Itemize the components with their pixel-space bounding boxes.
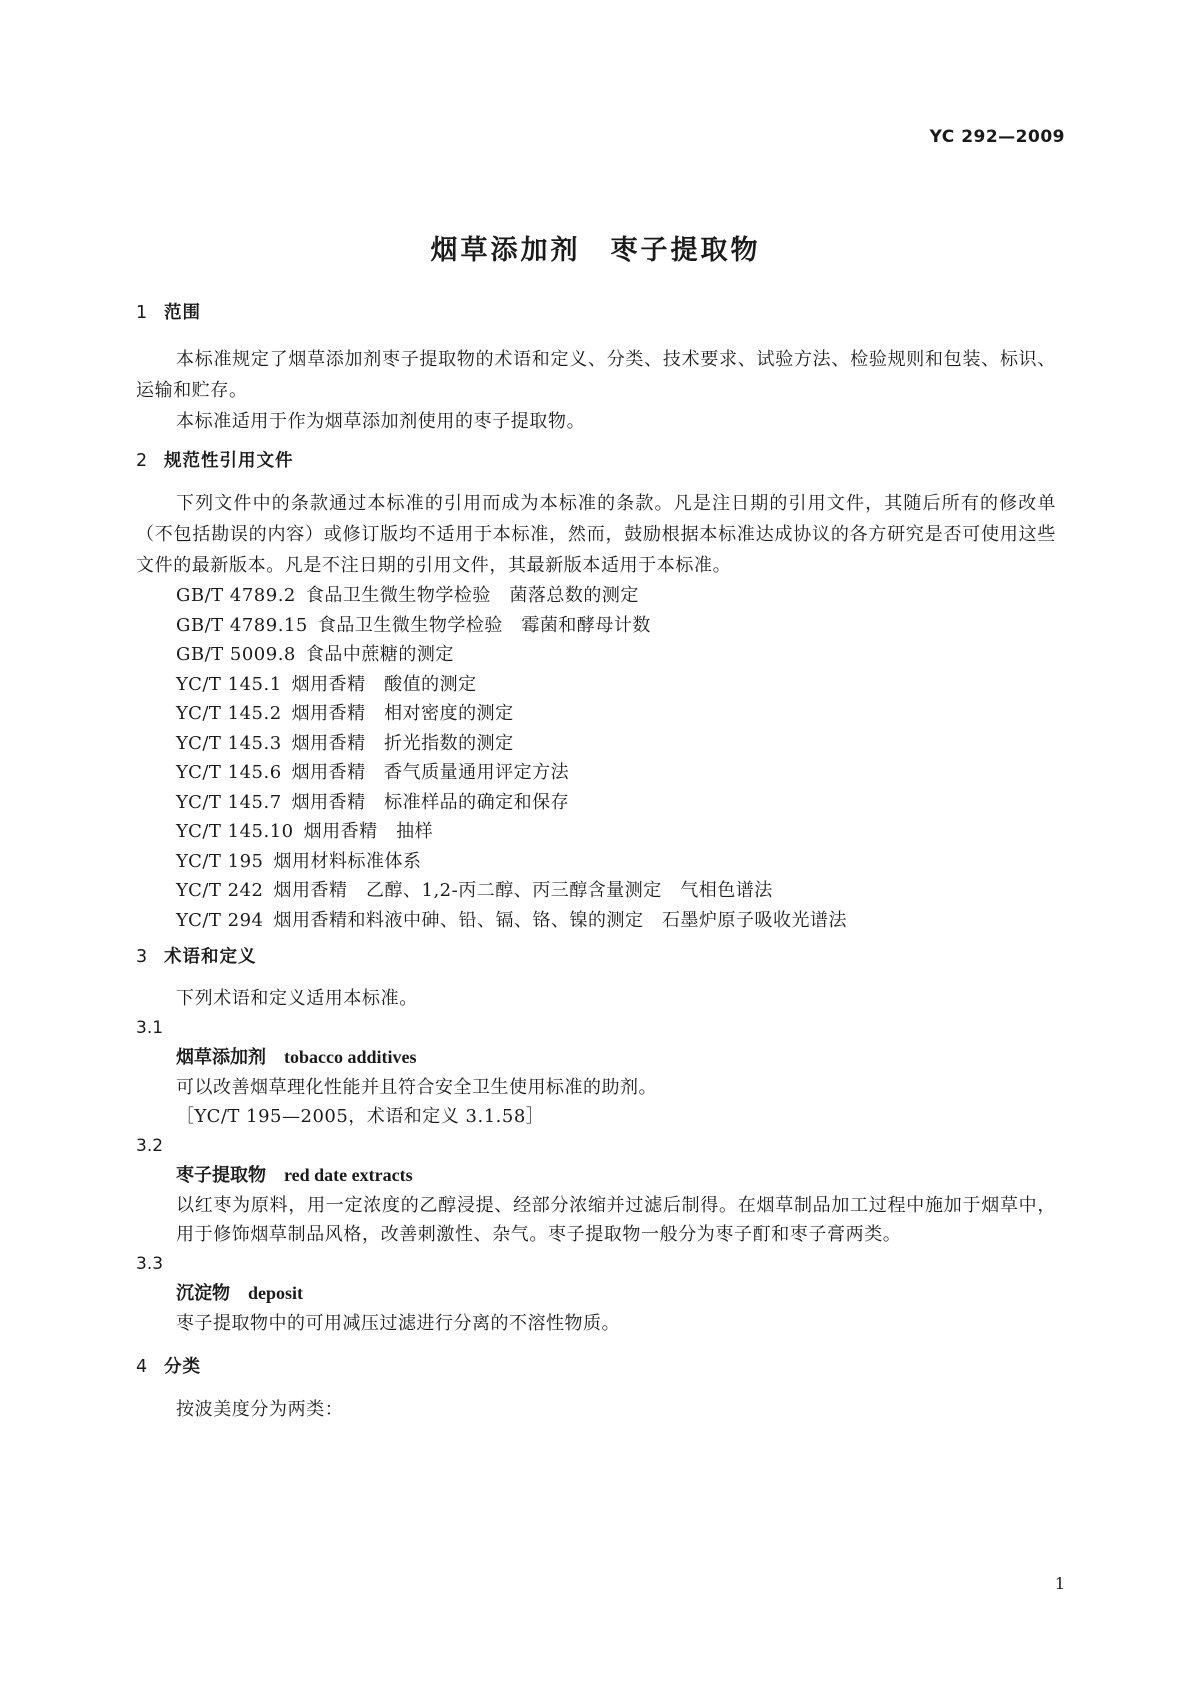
term-name-zh: 烟草添加剂 bbox=[176, 1047, 266, 1068]
document-title: 烟草添加剂 枣子提取物 bbox=[430, 235, 761, 266]
reference-code: YC/T 242 bbox=[176, 880, 264, 901]
paragraph: 下列术语和定义适用本标准。 bbox=[176, 988, 418, 1009]
section-1-body bbox=[136, 344, 1056, 437]
section-2-body bbox=[136, 488, 1056, 935]
reference-item bbox=[136, 906, 1056, 936]
term-name-en: tobacco additives bbox=[284, 1047, 417, 1067]
section-number: 4 bbox=[136, 1357, 149, 1377]
section-title: 术语和定义 bbox=[164, 947, 257, 967]
reference-code: YC/T 145.7 bbox=[176, 791, 282, 813]
page-number: 1 bbox=[1054, 1574, 1065, 1593]
reference-item bbox=[136, 699, 1056, 729]
paragraph: 下列文件中的条款通过本标准的引用而成为本标准的条款。凡是注日期的引用文件，其随后所有的修改单（不包括勘误的内容）或修订版均不适用于本标准，然而，鼓励根据本标准达成协议的各方研究是否可使用这些文件的最新版本。凡是不注日期的引用文件，其最新版本适用于本标准。 bbox=[136, 493, 1056, 576]
term-source: ［YC/T 195—2005，术语和定义 3.1.58］ bbox=[176, 1106, 545, 1127]
section-title: 分类 bbox=[164, 1357, 201, 1377]
section-heading bbox=[136, 1352, 1056, 1383]
section-title: 规范性引用文件 bbox=[164, 451, 294, 471]
section-heading bbox=[136, 446, 1056, 477]
reference-code: YC/T 145.1 bbox=[176, 673, 282, 695]
reference-item bbox=[136, 788, 1056, 818]
reference-title: 烟用香精 乙醇、1,2-丙二醇、丙三醇含量测定 气相色谱法 bbox=[273, 880, 773, 901]
section-title: 范围 bbox=[164, 303, 201, 323]
term-number: 3.1 bbox=[136, 1017, 164, 1038]
section-3-body bbox=[136, 984, 1056, 1338]
reference-item bbox=[136, 581, 1056, 611]
section-3 bbox=[136, 942, 1056, 973]
term-definition: 可以改善烟草理化性能并且符合安全卫生使用标准的助剂。 bbox=[176, 1076, 657, 1098]
term-number: 3.2 bbox=[136, 1135, 164, 1156]
reference-item bbox=[136, 847, 1056, 877]
section-4-body bbox=[136, 1394, 1056, 1425]
reference-item bbox=[136, 670, 1056, 700]
reference-code: YC/T 145.2 bbox=[176, 703, 282, 724]
paragraph: 本标准适用于作为烟草添加剂使用的枣子提取物。 bbox=[176, 411, 586, 432]
section-number: 2 bbox=[136, 451, 149, 471]
term-name bbox=[136, 1043, 1056, 1073]
reference-code: GB/T 4789.2 bbox=[176, 585, 296, 606]
section-number: 1 bbox=[136, 303, 149, 323]
term-name-en: red date extracts bbox=[284, 1165, 413, 1185]
section-4 bbox=[136, 1352, 1056, 1383]
reference-title: 烟用香精和料液中砷、铅、镉、铬、镍的测定 石墨炉原子吸收光谱法 bbox=[273, 909, 847, 931]
term-definition: 枣子提取物中的可用减压过滤进行分离的不溶性物质。 bbox=[176, 1312, 620, 1334]
reference-code: YC/T 195 bbox=[176, 850, 264, 872]
term-number: 3.3 bbox=[136, 1253, 164, 1274]
reference-title: 烟用材料标准体系 bbox=[273, 850, 422, 872]
reference-item bbox=[136, 758, 1056, 788]
reference-title: 烟用香精 抽样 bbox=[303, 821, 434, 842]
reference-code: GB/T 4789.15 bbox=[176, 614, 308, 636]
term-name-zh: 沉淀物 bbox=[176, 1283, 230, 1304]
normative-references-list bbox=[136, 581, 1056, 935]
reference-item bbox=[136, 640, 1056, 670]
reference-code: YC/T 145.6 bbox=[176, 762, 282, 783]
reference-item bbox=[136, 876, 1056, 906]
reference-title: 烟用香精 标准样品的确定和保存 bbox=[291, 791, 570, 813]
reference-title: 食品卫生微生物学检验 霉菌和酵母计数 bbox=[317, 614, 651, 636]
paragraph: 本标准规定了烟草添加剂枣子提取物的术语和定义、分类、技术要求、试验方法、检验规则和包装、标识、运输和贮存。 bbox=[136, 349, 1056, 401]
reference-item bbox=[136, 729, 1056, 759]
reference-title: 烟用香精 折光指数的测定 bbox=[291, 732, 514, 754]
reference-code: YC/T 145.3 bbox=[176, 732, 282, 754]
term-definition: 以红枣为原料，用一定浓度的乙醇浸提、经部分浓缩并过滤后制得。在烟草制品加工过程中施加于烟草中，用于修饰烟草制品风格，改善刺激性、杂气。枣子提取物一般分为枣子酊和枣子膏两类。 bbox=[176, 1194, 1056, 1245]
reference-code: GB/T 5009.8 bbox=[176, 644, 296, 665]
section-1 bbox=[136, 298, 1056, 329]
reference-item bbox=[136, 611, 1056, 641]
reference-title: 烟用香精 香气质量通用评定方法 bbox=[291, 762, 570, 783]
term-name bbox=[136, 1161, 1056, 1191]
term-name bbox=[136, 1279, 1056, 1309]
reference-title: 烟用香精 酸值的测定 bbox=[291, 673, 477, 695]
section-heading bbox=[136, 298, 1056, 329]
section-number: 3 bbox=[136, 947, 149, 967]
reference-code: YC/T 294 bbox=[176, 909, 264, 931]
reference-code: YC/T 145.10 bbox=[176, 821, 294, 842]
paragraph: 按波美度分为两类： bbox=[176, 1399, 344, 1420]
section-2 bbox=[136, 446, 1056, 477]
standard-code: YC 292—2009 bbox=[929, 127, 1065, 147]
reference-title: 烟用香精 相对密度的测定 bbox=[291, 703, 514, 724]
term-name-en: deposit bbox=[248, 1283, 304, 1303]
reference-item bbox=[136, 817, 1056, 847]
reference-title: 食品中蔗糖的测定 bbox=[305, 644, 454, 665]
reference-title: 食品卫生微生物学检验 菌落总数的测定 bbox=[305, 585, 639, 606]
section-heading bbox=[136, 942, 1056, 973]
term-name-zh: 枣子提取物 bbox=[176, 1165, 266, 1186]
